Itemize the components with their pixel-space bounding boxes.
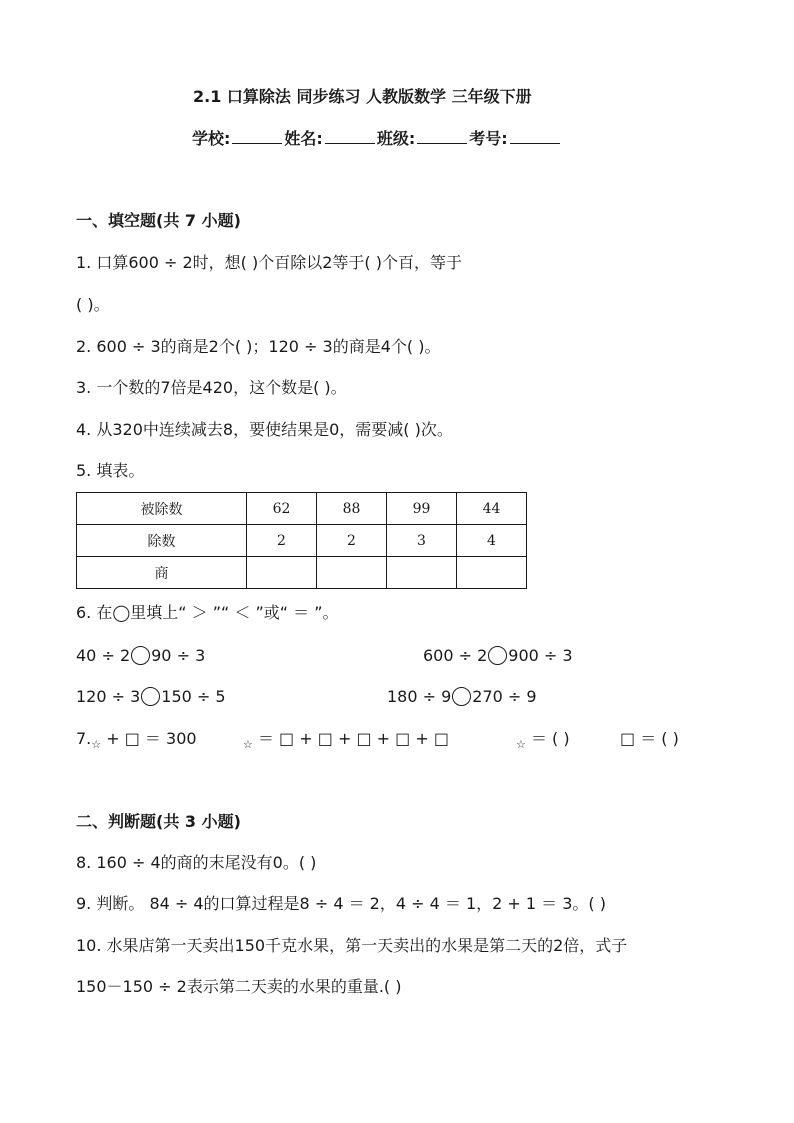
comparison-left: 600 ÷ 2: [423, 646, 488, 665]
question-10-line-2: 150－150 ÷ 2表示第二天卖的水果的重量.( ): [76, 977, 402, 996]
exam-number-label: 考号:: [469, 129, 508, 148]
question-1-line-2: ( )。: [76, 295, 110, 314]
answer-cell[interactable]: [457, 557, 527, 589]
table-cell: 3: [387, 525, 457, 557]
table-cell: 88: [317, 493, 387, 525]
answer-cell[interactable]: [317, 557, 387, 589]
table-row: [77, 557, 527, 589]
table-row-header: 被除数: [77, 493, 247, 525]
comparison-right: 150 ÷ 5: [161, 687, 226, 706]
question-2: 2. 600 ÷ 3的商是2个( )；120 ÷ 3的商是4个( )。: [76, 337, 441, 356]
compare-circle[interactable]: [131, 646, 150, 665]
comparison-item: [76, 645, 205, 667]
comparison-left: 180 ÷ 9: [387, 687, 452, 706]
question-7-equation-b: ＝ □ + □ + □ + □ + □: [257, 729, 449, 748]
comparison-right: 270 ÷ 9: [472, 687, 537, 706]
table-cell: 2: [247, 525, 317, 557]
section-heading-true-false: 二、判断题(共 3 小题): [76, 812, 241, 831]
question-5: 5. 填表。: [76, 461, 145, 480]
star-icon: ☆: [91, 738, 102, 751]
question-7-answer-star: ＝ ( ): [530, 729, 570, 748]
question-1-line-1: 1. 口算600 ÷ 2时，想( )个百除以2等于( )个百，等于: [76, 253, 462, 272]
table-row: [77, 493, 527, 525]
comparison-item: [76, 686, 226, 708]
name-label: 姓名:: [284, 129, 323, 148]
compare-circle[interactable]: [452, 687, 471, 706]
question-9: 9. 判断。 84 ÷ 4的口算过程是8 ÷ 4 ＝ 2，4 ÷ 4 ＝ 1，2 + 1 ＝ 3。( ): [76, 894, 606, 913]
question-4: 4. 从320中连续减去8，要使结果是0，需要减( )次。: [76, 420, 453, 439]
table-row: [77, 525, 527, 557]
table-row-header: 商: [77, 557, 247, 589]
question-7-answer-box: □ ＝ ( ): [620, 729, 679, 748]
answer-cell[interactable]: [387, 557, 457, 589]
question-10-line-1: 10. 水果店第一天卖出150千克水果，第一天卖出的水果是第二天的2倍，式子: [76, 936, 628, 955]
question-3: 3. 一个数的7倍是420，这个数是( )。: [76, 378, 347, 397]
table-cell: 2: [317, 525, 387, 557]
question-7-number: 7.: [76, 729, 92, 748]
table-row-header: 除数: [77, 525, 247, 557]
question-8: 8. 160 ÷ 4的商的末尾没有0。( ): [76, 853, 317, 872]
star-icon: ☆: [243, 738, 253, 751]
table-cell: 4: [457, 525, 527, 557]
comparison-left: 40 ÷ 2: [76, 646, 131, 665]
comparison-item: [423, 645, 573, 667]
table-cell: 62: [247, 493, 317, 525]
question-7-part-b: [243, 728, 449, 756]
question-6: 6. 在◯里填上“ ＞ ”“ ＜ ”或“ ＝ ”。: [76, 603, 339, 622]
question-7-part-c: [516, 728, 570, 756]
table-cell: 99: [387, 493, 457, 525]
name-blank[interactable]: [325, 129, 375, 144]
answer-cell[interactable]: [247, 557, 317, 589]
school-label: 学校:: [192, 129, 231, 148]
comparison-item: [387, 686, 537, 708]
school-blank[interactable]: [232, 129, 282, 144]
compare-circle[interactable]: [141, 687, 160, 706]
division-table: [76, 492, 527, 589]
comparison-right: 90 ÷ 3: [151, 646, 206, 665]
question-7-part-a: [76, 728, 197, 756]
class-blank[interactable]: [417, 129, 467, 144]
comparison-right: 900 ÷ 3: [508, 646, 573, 665]
page-title: 2.1 口算除法 同步练习 人教版数学 三年级下册: [193, 87, 532, 106]
exam-number-blank[interactable]: [510, 129, 560, 144]
comparison-left: 120 ÷ 3: [76, 687, 141, 706]
section-heading-fill-blank: 一、填空题(共 7 小题): [76, 211, 241, 230]
table-cell: 44: [457, 493, 527, 525]
star-icon: ☆: [516, 738, 526, 751]
info-fields: [192, 128, 562, 150]
class-label: 班级:: [376, 129, 416, 148]
question-7-equation-a: + □ ＝ 300: [106, 729, 197, 748]
compare-circle[interactable]: [488, 646, 507, 665]
